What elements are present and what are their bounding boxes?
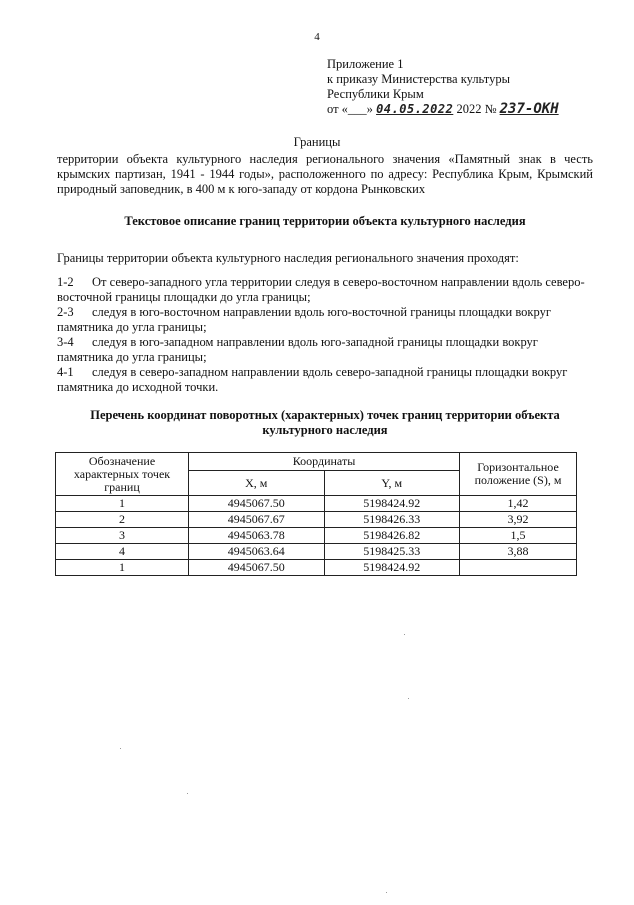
table-row (56, 544, 577, 560)
scan-speck (404, 634, 405, 635)
cell-x: 4945063.64 (189, 544, 325, 560)
cell-point: 4 (56, 544, 189, 560)
boundary-item-text: следуя в северо-западном направлении вдоль северо-западной границы площадки вокруг памятника до исходной точки. (57, 365, 568, 394)
cell-distance: 3,88 (460, 544, 577, 560)
cell-point: 1 (56, 560, 189, 576)
header-horizontal-position: Горизонтальное положение (S), м (460, 453, 577, 496)
appendix-date-line (327, 102, 617, 117)
boundary-item-number: 1-2 (57, 275, 74, 289)
cell-y: 5198425.33 (324, 544, 460, 560)
coordinates-table (55, 452, 577, 576)
boundary-item-text: От северо-западного угла территории следуя в северо-восточном направлении вдоль северо-восточной границы площадки до угла границы; (57, 275, 585, 304)
cell-distance: 1,42 (460, 496, 577, 512)
header-x: X, м (189, 471, 325, 496)
boundary-item-number: 3-4 (57, 335, 74, 349)
boundary-item (57, 335, 593, 365)
appendix-block (327, 57, 617, 117)
boundary-item-number: 2-3 (57, 305, 74, 319)
document-heading: Границы (293, 135, 341, 149)
date-year: 2022 № (456, 102, 497, 116)
scan-speck (120, 748, 121, 749)
cell-y: 5198424.92 (324, 496, 460, 512)
section-title-coordinates: Перечень координат поворотных (характерных) точек границ территории объекта культурного наследия (90, 408, 560, 437)
header-point-designation: Обозначение характерных точек границ (56, 453, 189, 496)
scan-speck (408, 698, 409, 699)
cell-distance: 3,92 (460, 512, 577, 528)
object-description: территории объекта культурного наследия регионального значения «Памятный знак в честь крымских партизан, 1941 - 1944 годы», расположенного по адресу: Республика Крым, Крымский природный заповедник, в 400 м к юго-западу от кордона Рынковских (57, 152, 593, 196)
appendix-line3: Республики Крым (327, 87, 424, 101)
boundary-item-number: 4-1 (57, 365, 74, 379)
handwritten-date: 04.05.2022 (376, 102, 454, 116)
boundary-item (57, 365, 593, 395)
date-prefix: от «___» (327, 102, 373, 116)
table-row (56, 560, 577, 576)
boundary-item-text: следуя в юго-западном направлении вдоль юго-западной границы площадки вокруг памятника до угла границы; (57, 335, 538, 364)
cell-point: 1 (56, 496, 189, 512)
page-number: 4 (314, 31, 320, 43)
cell-x: 4945067.50 (189, 560, 325, 576)
table-row (56, 528, 577, 544)
cell-point: 3 (56, 528, 189, 544)
cell-x: 4945067.50 (189, 496, 325, 512)
handwritten-order-number: 237-ОКН (499, 101, 559, 117)
cell-distance (460, 560, 577, 576)
boundary-item (57, 305, 593, 335)
appendix-line1: Приложение 1 (327, 57, 404, 71)
boundaries-lead: Границы территории объекта культурного наследия регионального значения проходят: (57, 251, 519, 265)
table-row (56, 512, 577, 528)
cell-x: 4945067.67 (189, 512, 325, 528)
appendix-line2: к приказу Министерства культуры (327, 72, 510, 86)
scan-speck (386, 892, 387, 893)
cell-x: 4945063.78 (189, 528, 325, 544)
cell-distance: 1,5 (460, 528, 577, 544)
cell-y: 5198426.33 (324, 512, 460, 528)
boundary-item-text: следуя в юго-восточном направлении вдоль юго-восточной границы площадки вокруг памятника до угла границы; (57, 305, 551, 334)
header-y: Y, м (324, 471, 460, 496)
cell-y: 5198424.92 (324, 560, 460, 576)
table-row (56, 496, 577, 512)
cell-y: 5198426.82 (324, 528, 460, 544)
section-title-text-description: Текстовое описание границ территории объекта культурного наследия (124, 214, 526, 228)
cell-point: 2 (56, 512, 189, 528)
header-coordinates: Координаты (189, 453, 460, 471)
scan-speck (187, 793, 188, 794)
boundary-item (57, 275, 593, 305)
